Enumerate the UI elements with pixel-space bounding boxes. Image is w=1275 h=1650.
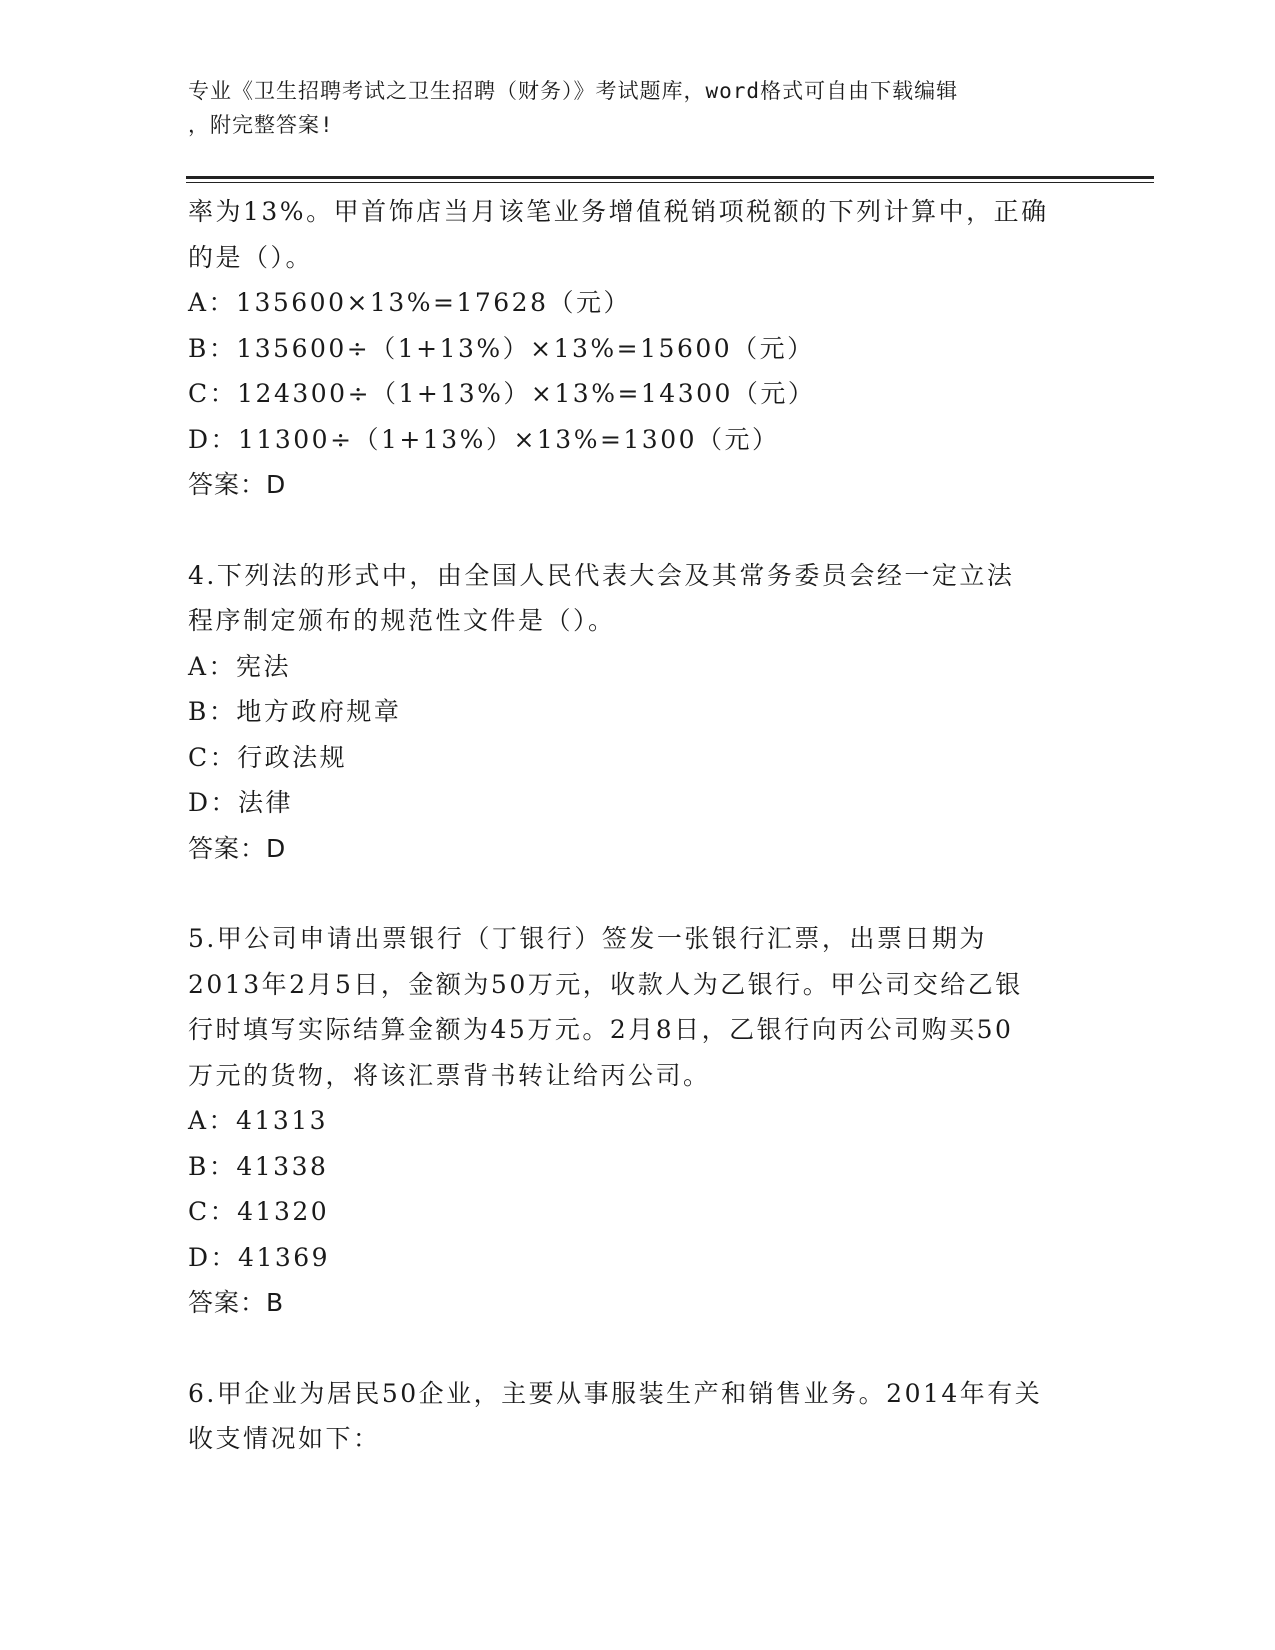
option-a: A：41313 [188, 1106, 329, 1135]
question-5 [188, 916, 1088, 1326]
question-stem: 6.甲企业为居民50企业，主要从事服装生产和销售业务。2014年有关 [188, 1378, 1043, 1408]
option-d: D：41369 [188, 1242, 331, 1272]
answer: 答案：B [188, 1288, 285, 1317]
question-stem: 程序制定颁布的规范性文件是（）。 [188, 606, 616, 635]
option-b: B：135600÷（1+13%）×13%=15600（元） [188, 333, 815, 363]
option-c: C：124300÷（1+13%）×13%=14300（元） [188, 379, 816, 408]
question-stem: 率为13%。甲首饰店当月该笔业务增值税销项税额的下列计算中，正确 [188, 197, 1049, 226]
option-c: C：行政法规 [188, 742, 348, 772]
question-stem: 行时填写实际结算金额为45万元。2月8日，乙银行向丙公司购买50 [188, 1015, 1014, 1044]
answer: 答案：D [188, 833, 287, 863]
option-a: A：135600×13%=17628（元） [188, 288, 631, 317]
question-stem: 5.甲公司申请出票银行（丁银行）签发一张银行汇票，出票日期为 [188, 924, 987, 953]
question-stem: 的是（）。 [188, 242, 314, 272]
option-b: B：地方政府规章 [188, 697, 402, 726]
document-header [188, 74, 1068, 142]
option-a: A：宪法 [188, 651, 292, 681]
header-rule-thick [186, 176, 1154, 179]
option-b: B：41338 [188, 1151, 329, 1181]
option-d: D：法律 [188, 788, 294, 817]
question-3 [188, 189, 1088, 508]
option-d: D：11300÷（1+13%）×13%=1300（元） [188, 424, 780, 454]
answer: 答案：D [188, 470, 287, 499]
option-c: C：41320 [188, 1197, 330, 1226]
header-line-1: 专业《卫生招聘考试之卫生招聘（财务）》考试题库，word格式可自由下载编辑 [188, 79, 959, 103]
header-rule-thin [186, 182, 1154, 183]
question-list [188, 189, 1088, 1462]
header-line-2: ，附完整答案! [188, 113, 334, 137]
question-4 [188, 553, 1088, 872]
question-stem: 万元的货物，将该汇票背书转让给丙公司。 [188, 1060, 711, 1090]
question-6 [188, 1371, 1088, 1462]
question-stem: 收支情况如下： [188, 1424, 381, 1453]
question-stem: 4.下列法的形式中，由全国人民代表大会及其常务委员会经一定立法 [188, 560, 1015, 590]
question-stem: 2013年2月5日，金额为50万元，收款人为乙银行。甲公司交给乙银 [188, 969, 1023, 999]
